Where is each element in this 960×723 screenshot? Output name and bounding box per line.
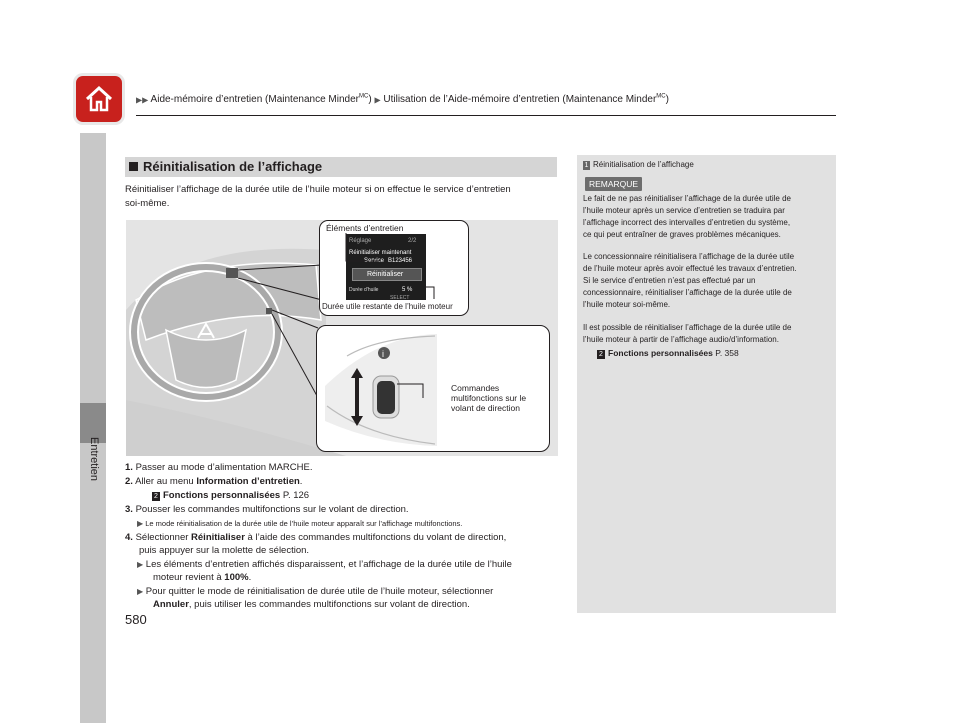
section-title: Réinitialisation de l’affichage — [143, 159, 323, 174]
reset-button[interactable]: Réinitialiser — [352, 268, 422, 281]
chevron-icon: ▶▶ — [136, 95, 149, 105]
home-icon[interactable] — [76, 76, 122, 122]
steering-controls-callout — [316, 325, 550, 452]
section-title-bar — [125, 157, 557, 177]
step-2-ref[interactable]: 2 Fonctions personnalisées P. 126 — [152, 490, 309, 503]
result-arrow-icon: ▶ — [137, 560, 144, 569]
step-4-result-2: ▶ Pour quitter le mode de réinitialisation de durée utile de l’huile moteur, sélectionner — [137, 586, 494, 597]
result-arrow-icon: ▶ — [137, 587, 144, 596]
breadcrumb — [136, 94, 669, 105]
display-callout — [319, 220, 469, 316]
callout-leaders — [320, 221, 468, 315]
label-maintenance-items: Éléments d’entretien — [326, 223, 404, 233]
chapter-tab-strip — [80, 133, 106, 723]
sidebar-ref[interactable]: 2 Fonctions personnalisées P. 358 — [597, 347, 847, 359]
note-marker-icon: 1 — [584, 162, 589, 169]
label-oil-life: Durée utile restante de l’huile moteur — [322, 302, 453, 311]
multi-info-display: Réglage 2/2 Réinitialiser maintenant Service B123456 Réinitialiser Durée d’huile 5 % SELECT — [346, 234, 426, 300]
step-2: 2. Aller au menu Information d’entretien. — [125, 476, 303, 487]
step-3-result: ▶ Le mode réinitialisation de la durée utile de l’huile moteur apparaît sur l’affichage multifonctions. — [137, 519, 463, 528]
step-4-line2: puis appuyer sur la molette de sélection. — [139, 545, 310, 556]
svg-text:i: i — [382, 349, 384, 359]
step-3: 3. Pousser les commandes multifonctions sur le volant de direction. — [125, 504, 409, 515]
note-paragraph-3: Il est possible de réinitialiser l’affichage de la durée utile de l’huile moteur à partir de l’affichage audio/d’information. — [583, 323, 792, 344]
result-arrow-icon: ▶ — [137, 519, 144, 528]
sidebar-notes — [577, 155, 836, 613]
remarque-badge: REMARQUE — [585, 177, 642, 191]
breadcrumb-item-1[interactable]: Aide-mémoire d’entretien (Maintenance Minder$^{MC}$) — [150, 94, 372, 106]
note-paragraph-2: Le concessionnaire réinitialisera l’affichage de la durée utile de l’huile moteur après avoir effectué les travaux d’entretien. Si le service d’entretien n’est pas effectué par un concessionnaire, réinitialiser l’affichage de la durée utile de l’huile moteur soi-même. — [583, 252, 797, 309]
reference-icon: 2 — [597, 350, 605, 359]
intro-text: Réinitialiser l’affichage de la durée utile de l’huile moteur si on effectue le service d’entretien soi-même. — [125, 184, 511, 209]
sidebar-heading: 1 Réinitialisation de l’affichage — [584, 160, 694, 169]
label-commands: Commandes multifonctions sur le volant de direction — [451, 383, 527, 413]
chapter-tab-label: Entretien — [88, 437, 100, 482]
header-rule — [136, 115, 836, 116]
step-4-result-1: ▶ Les éléments d’entretien affichés disparaissent, et l’affichage de la durée utile de l’huile — [137, 559, 512, 570]
step-1: 1. Passer au mode d’alimentation MARCHE. — [125, 462, 313, 473]
square-bullet-icon — [129, 162, 138, 171]
note-paragraph-1: Le fait de ne pas réinitialiser l’affichage de la durée utile de l’huile moteur après un service d’entretien se traduira par l’affichage incorrect des intervalles d’entretien du système, ce qui peut entraîner de graves problèmes mécaniques. — [583, 194, 791, 239]
reference-icon: 2 — [152, 492, 160, 501]
chevron-icon: ▶ — [374, 95, 381, 105]
page-number: 580 — [125, 612, 147, 627]
step-4: 4. Sélectionner Réinitialiser à l’aide des commandes multifonctions du volant de direction, — [125, 532, 507, 543]
breadcrumb-item-2[interactable]: Utilisation de l’Aide-mémoire d’entretien (Maintenance Minder$^{MC}$) — [383, 94, 669, 106]
